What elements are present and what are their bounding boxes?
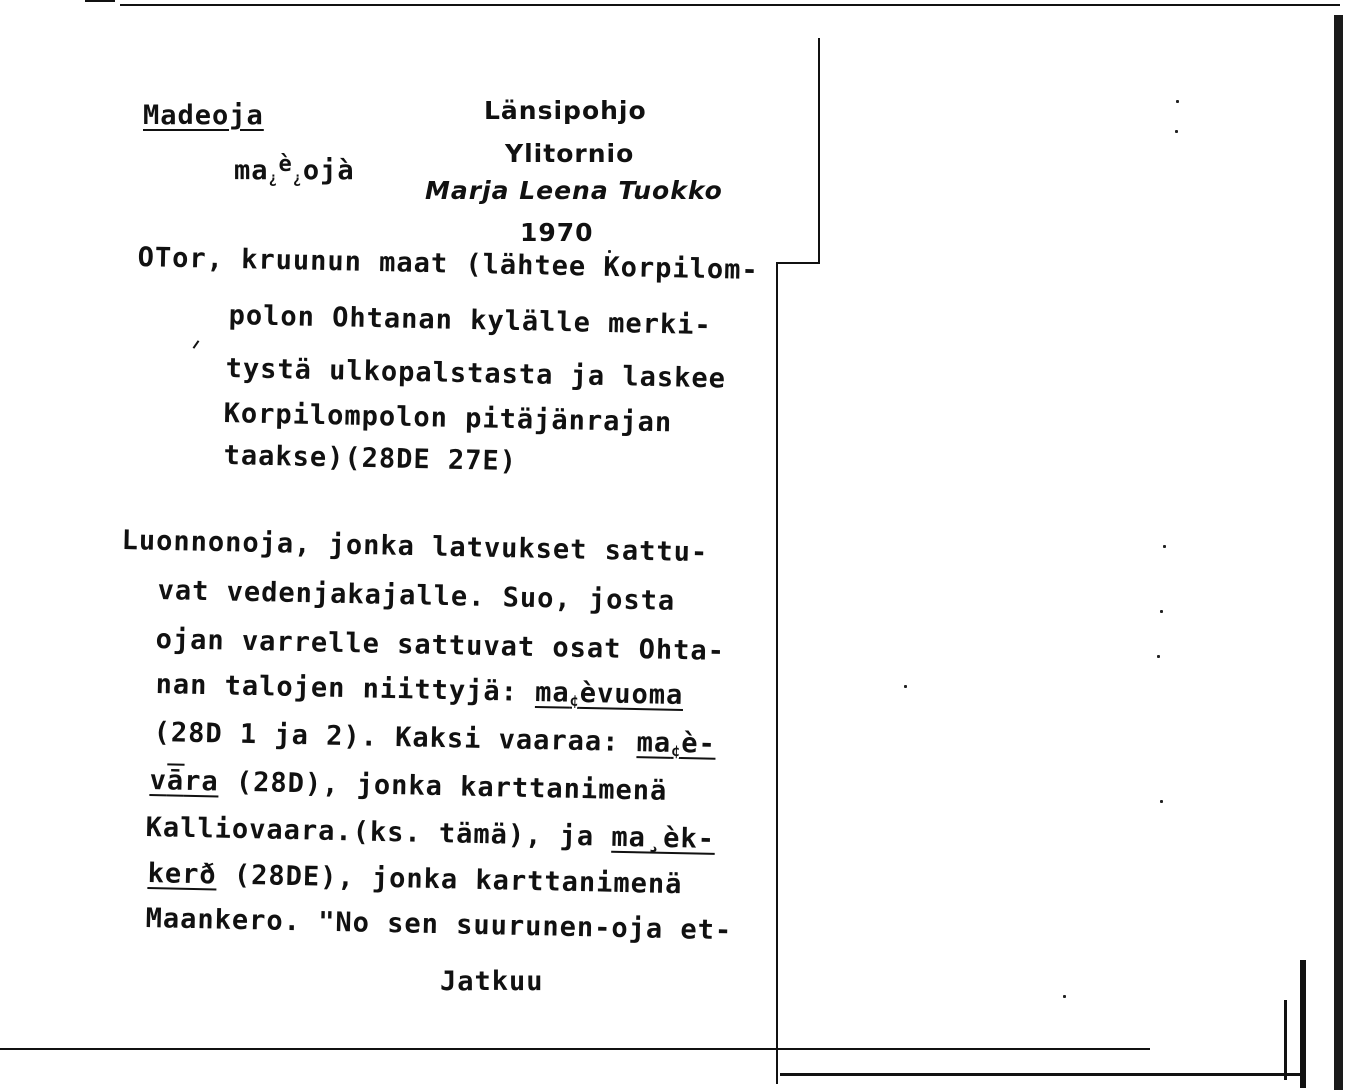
desc-line-4: [155, 669, 683, 712]
bottom-scan-edge-right: [780, 1073, 1300, 1076]
speck: [1163, 545, 1166, 548]
term-sub: ¢: [569, 691, 580, 710]
entry-line-4: Korpilompolon pitäjänrajan: [223, 398, 673, 439]
right-scan-edge-inner: [1300, 960, 1306, 1088]
divider-join: [776, 262, 820, 264]
term-part: è-: [680, 728, 717, 760]
speck: [1157, 655, 1160, 658]
term-part: èvuoma: [579, 677, 684, 712]
bottom-scan-edge: [0, 1048, 1150, 1050]
pron-mid: è: [278, 152, 293, 177]
desc-line-4-text: nan talojen niittyjä:: [155, 669, 536, 708]
headword: Madeoja: [143, 100, 264, 131]
speck: [1160, 610, 1163, 613]
term-part: ma: [636, 727, 672, 759]
region-stamp: Länsipohjo: [484, 96, 647, 125]
term-maekkero-start: ma¸èk-: [611, 821, 716, 855]
speck: [1176, 100, 1179, 103]
speck: [1063, 995, 1066, 998]
desc-line-7-text: Kalliovaara.(ks. tämä), ja: [145, 812, 612, 853]
term-part: v: [149, 765, 168, 797]
entry-line-2: polon Ohtanan kylälle merki-: [228, 300, 713, 342]
column-divider-lower: [776, 264, 778, 1084]
desc-line-3: ojan varrelle sattuvat osat Ohta-: [155, 624, 726, 667]
pron-sub2: ¿: [292, 169, 303, 187]
parish-stamp: Ylitornio: [505, 139, 635, 168]
entry-line-3: tystä ulkopalstasta ja laskee: [225, 353, 727, 395]
term-part: ra: [183, 765, 220, 798]
year-stamp: 1970: [520, 218, 594, 247]
top-scan-edge: [120, 4, 1340, 6]
entry-line-5: taakse)(28DE 27E): [223, 440, 518, 478]
pron-sub1: ¿: [268, 169, 279, 187]
entry-line-1: OTor, kruunun maat (lähtee Korpilom-: [137, 242, 760, 287]
speck: [904, 685, 907, 688]
term-maekkero-end: kerð: [147, 858, 218, 891]
column-divider: [818, 38, 820, 263]
term-maevuoma: [535, 677, 684, 711]
desc-line-2: vat vedenjakajalle. Suo, josta: [157, 575, 676, 617]
desc-line-5-text: (28D 1 ja 2). Kaksi vaaraa:: [153, 717, 638, 759]
speck: [1160, 800, 1163, 803]
pronunciation: [234, 152, 355, 187]
term-macron: ā: [166, 765, 185, 797]
desc-line-9: Maankero. "No sen suurunen-oja et-: [145, 903, 733, 947]
term-maevaara-start: [636, 727, 716, 760]
desc-line-6-text: (28D), jonka karttanimenä: [218, 766, 668, 807]
continues-label: Jatkuu: [440, 966, 544, 997]
right-scan-edge: [1334, 15, 1343, 1090]
top-left-scan-mark: [85, 0, 115, 2]
desc-line-8-text: (28DE), jonka karttanimenä: [216, 859, 683, 901]
informant-stamp: Marja Leena Tuokko: [425, 176, 723, 205]
speck: [1175, 130, 1178, 133]
pron-base: ma: [234, 155, 269, 186]
desc-line-7: [145, 812, 715, 855]
desc-line-1: Luonnonoja, jonka latvukset sattu-: [121, 525, 709, 569]
term-sub: ¢: [670, 741, 682, 761]
desc-line-5: [153, 717, 716, 761]
desc-line-6: [149, 765, 667, 807]
term-part: ma: [534, 676, 571, 709]
right-scan-edge-inner2: [1284, 1000, 1287, 1080]
pron-end: ojà: [302, 155, 355, 186]
pencil-mark: [193, 340, 200, 349]
term-maevaara-end: [149, 765, 219, 797]
desc-line-8: [147, 858, 682, 900]
